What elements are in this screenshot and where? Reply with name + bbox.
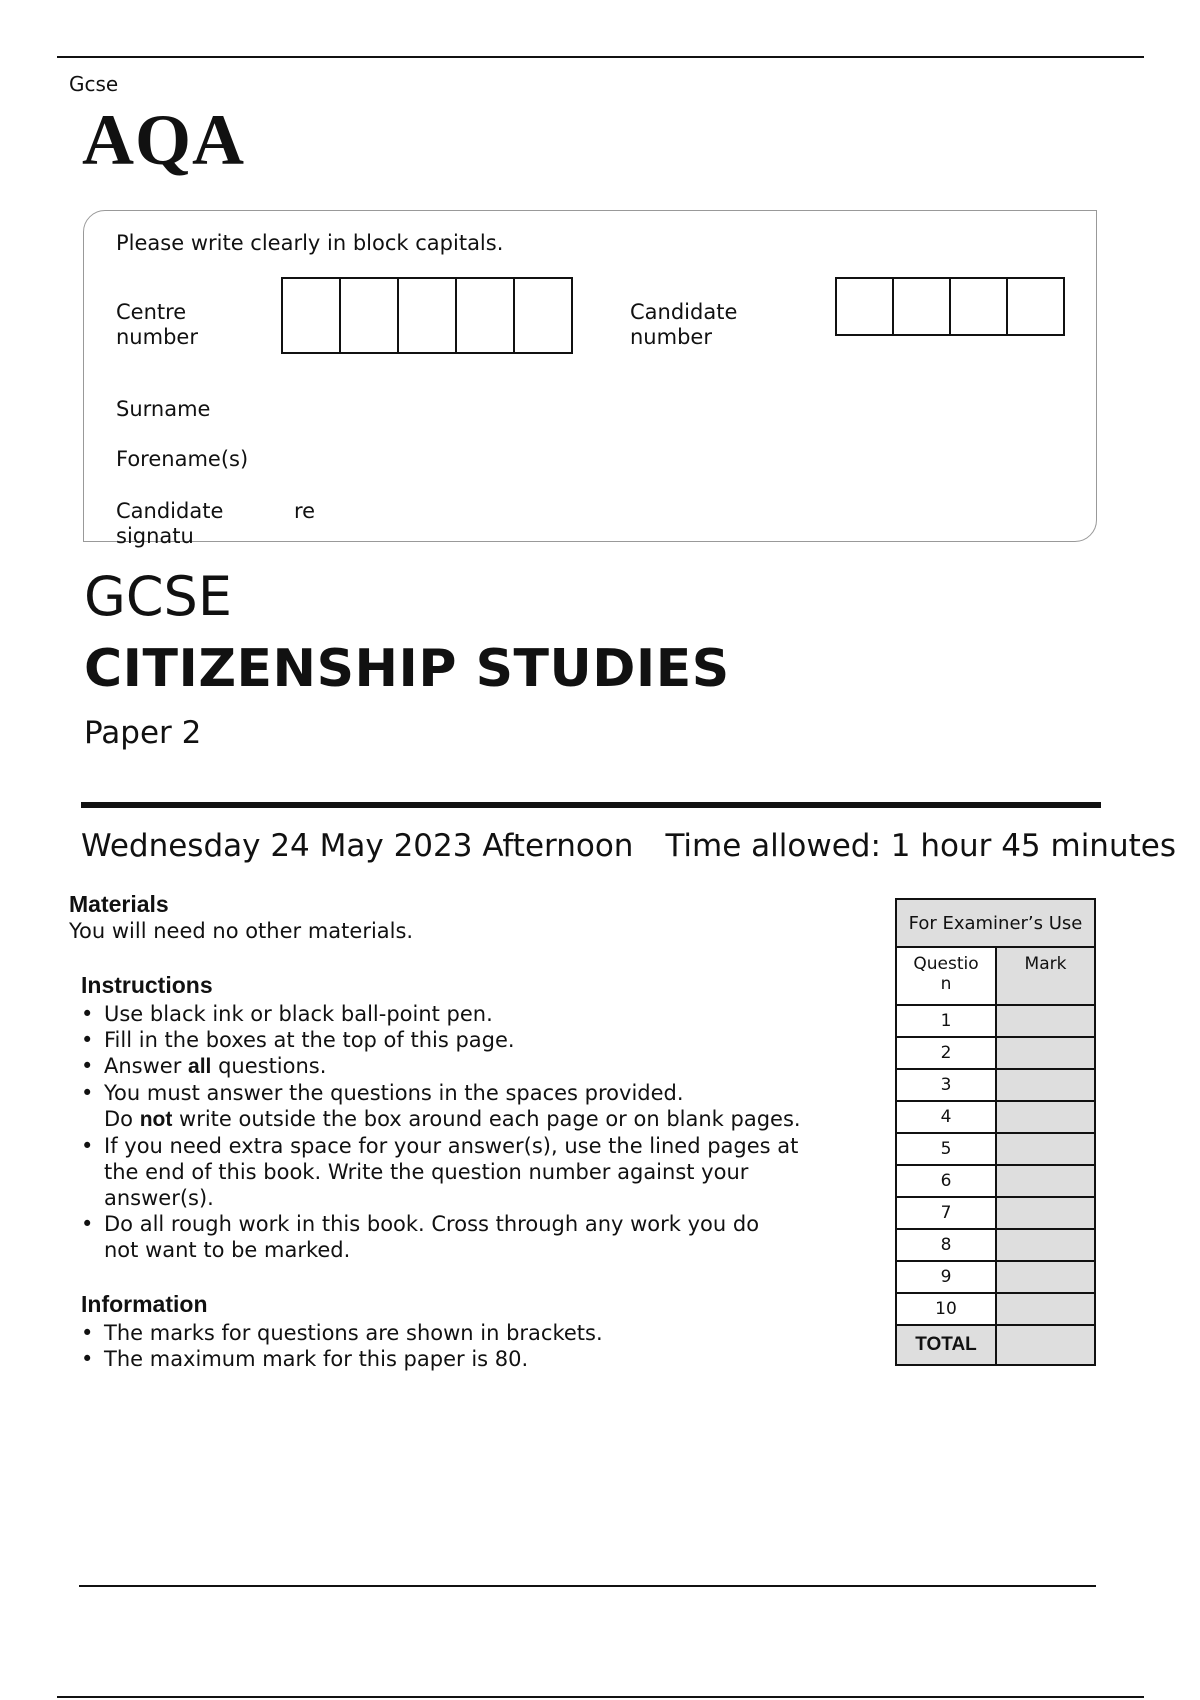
subject-title: CITIZENSHIP STUDIES: [84, 639, 730, 699]
qualification-title: GCSE: [84, 565, 232, 628]
candidate-number-box[interactable]: [1008, 279, 1063, 334]
question-number: 1: [896, 1005, 996, 1037]
question-number: 10: [896, 1293, 996, 1325]
aqa-logo: AQA: [82, 100, 245, 180]
instructions-list: [81, 1001, 801, 1263]
instructions-heading: Instructions: [81, 972, 213, 998]
mark-cell[interactable]: [996, 1165, 1095, 1197]
forename-label: Forename(s): [116, 447, 249, 471]
list-item: • The marks for questions are shown in brackets.: [81, 1320, 603, 1346]
candidate-number-label: Candidate number: [630, 300, 738, 349]
list-item: • Use black ink or black ball-point pen.: [81, 1001, 801, 1027]
centre-number-box[interactable]: [283, 279, 341, 352]
question-number: 9: [896, 1261, 996, 1293]
table-row: [896, 1069, 1095, 1101]
list-item: • You must answer the questions in the spaces provided. Do not write outside the box around each page or on blank pages.: [81, 1080, 801, 1133]
block-capitals-instruction: Please write clearly in block capitals.: [116, 231, 504, 255]
table-row: [896, 1101, 1095, 1133]
question-column-header: Questio n: [896, 947, 996, 1005]
mark-cell[interactable]: [996, 1229, 1095, 1261]
centre-number-box[interactable]: [457, 279, 515, 352]
centre-number-box[interactable]: [515, 279, 571, 352]
information-heading: Information: [81, 1291, 208, 1317]
list-item: • The maximum mark for this paper is 80.: [81, 1346, 603, 1372]
examiner-use-table: [895, 898, 1096, 1366]
question-number: 7: [896, 1197, 996, 1229]
paper-number: Paper 2: [84, 715, 202, 751]
candidate-number-box[interactable]: [894, 279, 951, 334]
materials-text: You will need no other materials.: [69, 919, 414, 943]
candidate-details-panel: [83, 210, 1097, 548]
mark-cell[interactable]: [996, 1101, 1095, 1133]
table-row: [896, 1005, 1095, 1037]
table-row: [896, 1165, 1095, 1197]
question-number: 4: [896, 1101, 996, 1133]
list-item: • Fill in the boxes at the top of this page.: [81, 1027, 801, 1053]
information-list: [81, 1320, 603, 1372]
candidate-number-box[interactable]: [951, 279, 1008, 334]
top-rule: [57, 56, 1144, 58]
centre-number-label: Centre number: [116, 300, 198, 349]
centre-number-box[interactable]: [399, 279, 457, 352]
mark-cell[interactable]: [996, 1261, 1095, 1293]
mark-column-header: Mark: [996, 947, 1095, 1005]
table-row: [896, 1197, 1095, 1229]
table-row: [896, 1229, 1095, 1261]
title-divider: [81, 802, 1101, 808]
mark-cell[interactable]: [996, 1293, 1095, 1325]
mark-cell[interactable]: [996, 1197, 1095, 1229]
total-mark-cell[interactable]: [996, 1325, 1095, 1365]
footer-rule: [79, 1585, 1096, 1587]
mark-cell[interactable]: [996, 1037, 1095, 1069]
table-row: [896, 1037, 1095, 1069]
question-number: 2: [896, 1037, 996, 1069]
table-row: [896, 1261, 1095, 1293]
list-item: • If you need extra space for your answer(s), use the lined pages at the end of this book. Write the question number against your answer(s).: [81, 1133, 801, 1211]
exam-date-line: [81, 828, 1176, 864]
centre-number-box[interactable]: [341, 279, 399, 352]
time-allowed: Time allowed: 1 hour 45 minutes: [665, 828, 1176, 864]
mark-cell[interactable]: [996, 1133, 1095, 1165]
total-row: [896, 1325, 1095, 1365]
candidate-signature-label: Candidate signatu: [116, 499, 224, 548]
table-row: [896, 1293, 1095, 1325]
total-label: TOTAL: [896, 1325, 996, 1365]
examiner-table-title: For Examiner’s Use: [896, 899, 1095, 947]
centre-number-boxes[interactable]: [281, 277, 573, 354]
candidate-number-box[interactable]: [837, 279, 894, 334]
mark-cell[interactable]: [996, 1069, 1095, 1101]
candidate-signature-label-suffix: re: [294, 499, 316, 523]
list-item: • Do all rough work in this book. Cross through any work you do not want to be marked.: [81, 1211, 801, 1263]
question-number: 8: [896, 1229, 996, 1261]
materials-heading: Materials: [69, 891, 169, 917]
mark-cell[interactable]: [996, 1005, 1095, 1037]
bottom-rule: [57, 1696, 1144, 1698]
question-number: 5: [896, 1133, 996, 1165]
question-number: 3: [896, 1069, 996, 1101]
list-item: • Answer all questions.: [81, 1053, 801, 1080]
document-tag: Gcse: [69, 72, 119, 96]
table-row: [896, 1133, 1095, 1165]
question-number: 6: [896, 1165, 996, 1197]
candidate-number-boxes[interactable]: [835, 277, 1065, 336]
exam-date: Wednesday 24 May 2023 Afternoon: [81, 828, 634, 864]
surname-label: Surname: [116, 397, 211, 421]
